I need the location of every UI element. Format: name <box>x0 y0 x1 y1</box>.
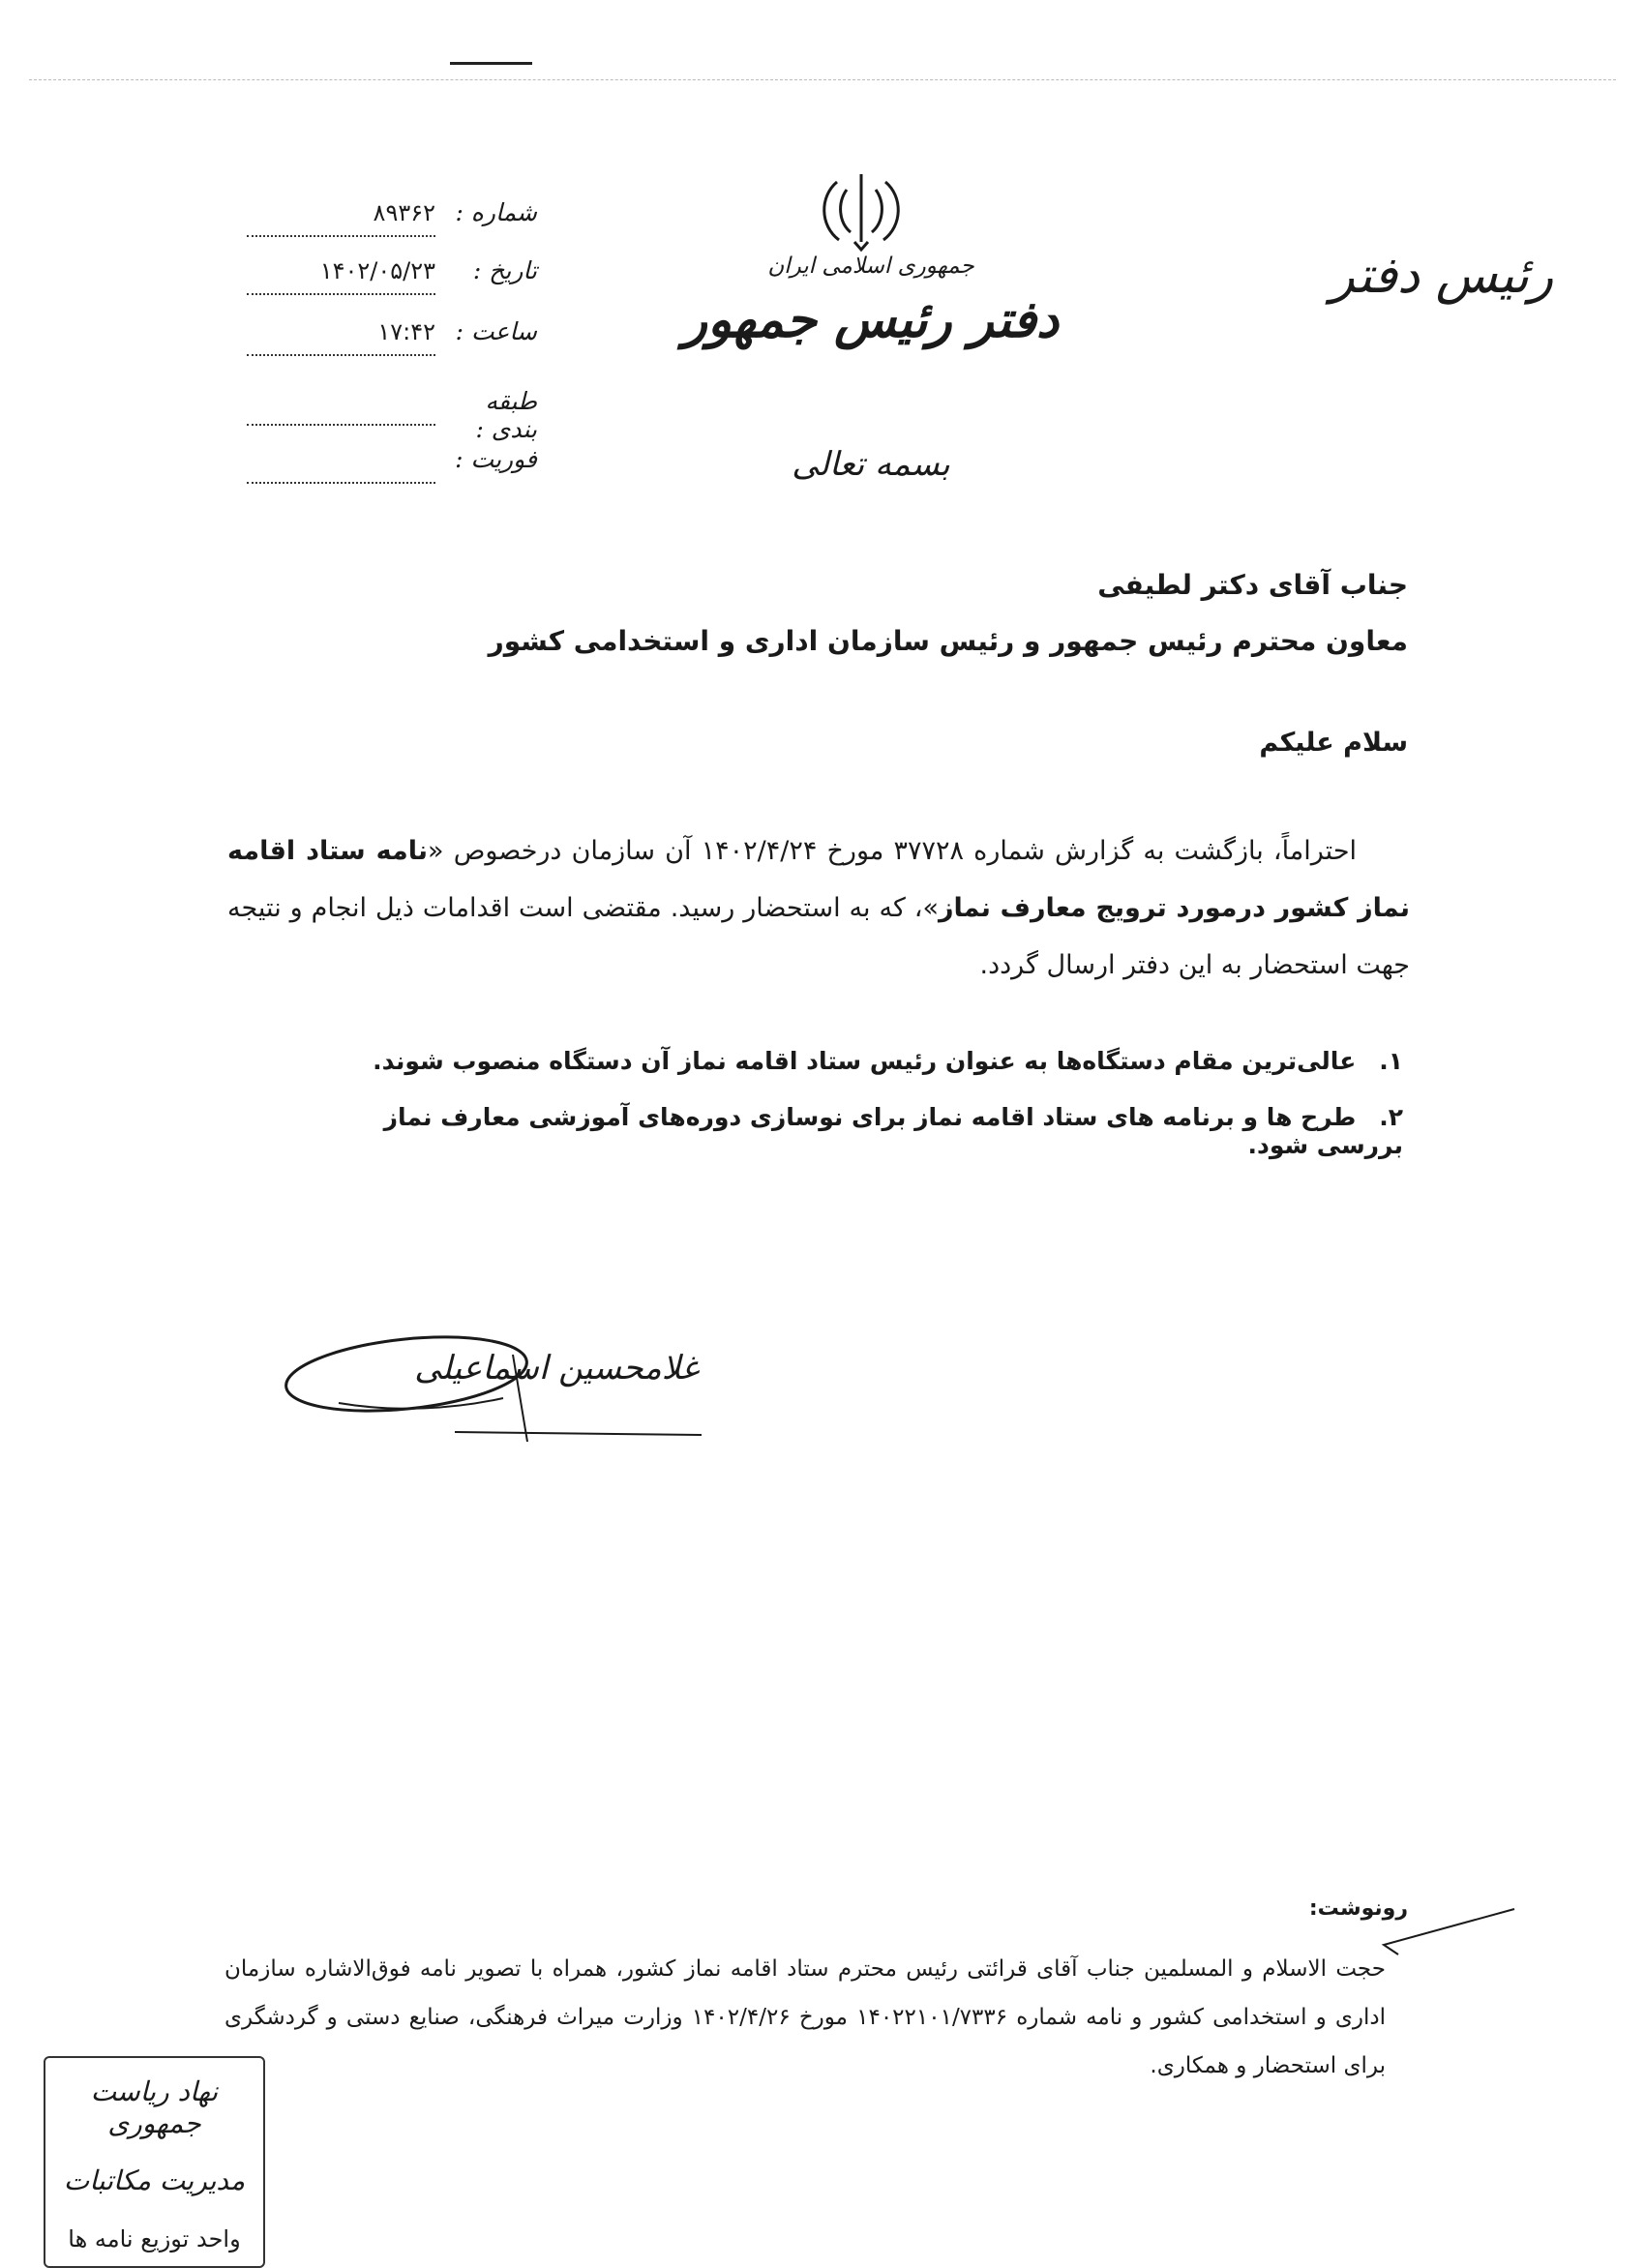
paragraph-bold: نامه ستاد اقامه نماز کشور درمورد ترویج معارف نماز <box>227 836 1410 923</box>
iran-emblem-icon <box>808 163 914 254</box>
greeting: سلام علیکم <box>1259 728 1408 758</box>
paragraph-part2: »، که به استحضار رسید. مقتضی است اقدامات ذیل انجام و نتیجه جهت استحضار به این دفتر ارسال گردد. <box>227 893 1410 980</box>
cc-check-mark <box>1379 1901 1519 1969</box>
letter-paragraph <box>227 822 1410 994</box>
item-number: ۱. <box>1379 1047 1403 1075</box>
time-value: ۱۷:۴۲ <box>247 317 435 356</box>
addressee-line2: معاون محترم رئیس جمهور و رئیس سازمان اداری و استخدامی کشور <box>488 625 1408 657</box>
classification-label: طبقه بندی : <box>475 387 537 443</box>
office-name: دفتر رئیس جمهور <box>682 290 1060 349</box>
office-stamp <box>44 2056 265 2268</box>
basmala: بسمه تعالی <box>792 445 950 484</box>
number-label: شماره : <box>455 198 537 226</box>
stamp-line1: نهاد ریاست جمهوری <box>90 2075 219 2139</box>
urgency-row <box>247 445 537 488</box>
classification-row <box>247 387 537 443</box>
number-row <box>247 198 537 241</box>
item-number: ۲. <box>1379 1103 1403 1131</box>
list-item <box>319 1047 1403 1075</box>
list-item <box>319 1103 1403 1159</box>
cc-title: رونوشت: <box>1308 1896 1408 1921</box>
urgency-value <box>247 445 435 484</box>
top-mark <box>450 62 532 65</box>
classification-value <box>247 387 435 426</box>
date-row <box>247 256 537 299</box>
urgency-label: فوریت : <box>455 445 537 473</box>
time-row <box>247 317 537 360</box>
date-value: ۱۴۰۲/۰۵/۲۳ <box>247 256 435 295</box>
stamp-line3: واحد توزیع نامه ها <box>68 2225 241 2253</box>
time-label: ساعت : <box>455 317 537 345</box>
item-text: عالی‌ترین مقام دستگاه‌ها به عنوان رئیس ستاد اقامه نماز آن دستگاه منصوب شوند. <box>373 1047 1357 1075</box>
cc-text: حجت الاسلام و المسلمین جناب آقای قرائتی رئیس محترم ستاد اقامه نماز کشور، همراه با تصویر نامه فوق‌الاشاره سازمان اداری و استخدامی کشور و نامه شماره ۱۴۰۲۲۱۰۱/۷۳۳۶ مورخ ۱۴۰۲/۴/۲۶ وزارت میراث فرهنگی، صنایع دستی و گردشگری برای استحضار و همکاری. <box>224 1956 1386 2078</box>
number-value: ۸۹۳۶۲ <box>247 198 435 237</box>
signature <box>281 1316 706 1461</box>
date-label: تاریخ : <box>472 256 537 284</box>
republic-name: جمهوری اسلامی ایران <box>767 254 974 279</box>
signature-text: غلامحسین اسماعیلی <box>414 1349 699 1388</box>
top-rule <box>29 79 1616 80</box>
office-head-title: رئیس دفتر <box>1330 247 1554 305</box>
item-text: طرح ها و برنامه های ستاد اقامه نماز برای نوسازی دوره‌های آموزشی معارف نماز بررسی شود. <box>383 1103 1403 1159</box>
paragraph-part1: احتراماً، بازگشت به گزارش شماره ۳۷۷۲۸ مورخ ۱۴۰۲/۴/۲۴ آن سازمان درخصوص « <box>428 836 1358 866</box>
stamp-line2: مدیریت مکاتبات <box>63 2164 246 2196</box>
addressee-line1: جناب آقای دکتر لطیفی <box>1097 569 1408 601</box>
